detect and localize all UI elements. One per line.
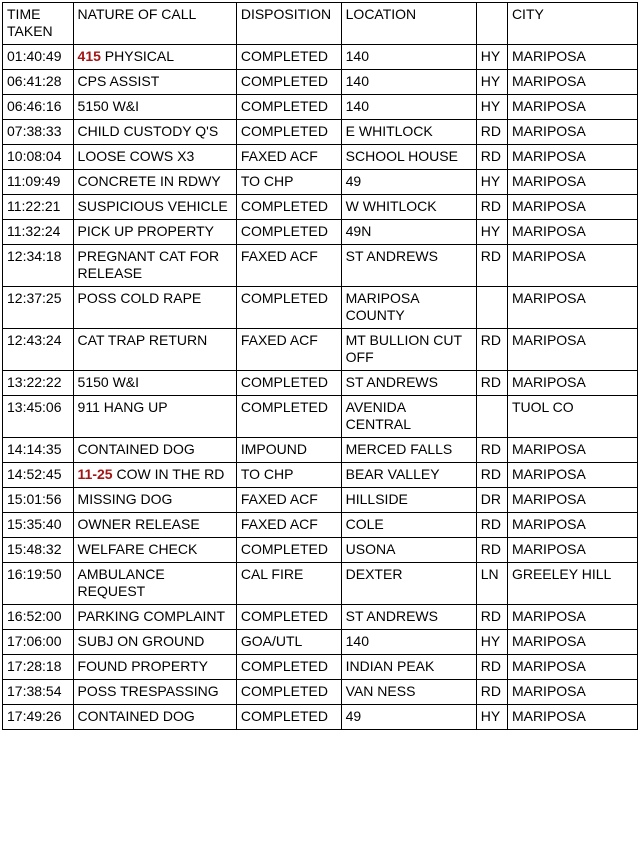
city-cell: TUOL CO [507,396,637,438]
street-type-cell: RD [476,329,507,371]
city-cell: MARIPOSA [507,329,637,371]
nature-text: PREGNANT CAT FOR RELEASE [77,248,220,281]
city-cell: MARIPOSA [507,630,637,655]
time-taken-cell: 11:32:24 [3,220,74,245]
city-cell: MARIPOSA [507,605,637,630]
location-cell: 49 [341,170,476,195]
city-cell: MARIPOSA [507,438,637,463]
city-cell: MARIPOSA [507,145,637,170]
nature-of-call-cell [73,680,236,705]
city-cell: MARIPOSA [507,680,637,705]
nature-text: FOUND PROPERTY [77,658,208,674]
time-taken-cell: 12:43:24 [3,329,74,371]
street-type-cell: HY [476,95,507,120]
nature-of-call-cell [73,95,236,120]
header-street-type [476,3,507,45]
disposition-cell: CAL FIRE [236,563,341,605]
city-cell: MARIPOSA [507,245,637,287]
table-row [3,120,638,145]
time-taken-cell: 11:22:21 [3,195,74,220]
city-cell: MARIPOSA [507,70,637,95]
time-taken-cell: 17:28:18 [3,655,74,680]
table-row [3,655,638,680]
street-type-cell: RD [476,655,507,680]
nature-of-call-cell [73,705,236,730]
location-cell: COLE [341,513,476,538]
street-type-cell: HY [476,705,507,730]
nature-text: CPS ASSIST [77,73,160,89]
location-cell: MERCED FALLS [341,438,476,463]
location-cell: 49N [341,220,476,245]
time-taken-cell: 17:06:00 [3,630,74,655]
table-row [3,396,638,438]
table-row [3,605,638,630]
nature-text: CHILD CUSTODY Q'S [77,123,219,139]
disposition-cell: COMPLETED [236,396,341,438]
street-type-cell: DR [476,488,507,513]
street-type-cell: RD [476,680,507,705]
nature-of-call-cell [73,513,236,538]
city-cell: MARIPOSA [507,195,637,220]
city-cell: MARIPOSA [507,95,637,120]
street-type-cell: RD [476,245,507,287]
nature-of-call-cell [73,463,236,488]
nature-of-call-cell [73,220,236,245]
nature-of-call-cell [73,45,236,70]
time-taken-cell: 14:14:35 [3,438,74,463]
nature-text: 911 HANG UP [77,399,168,415]
location-cell: W WHITLOCK [341,195,476,220]
nature-text: PARKING COMPLAINT [77,608,226,624]
location-cell: AVENIDA CENTRAL [341,396,476,438]
time-taken-cell: 16:52:00 [3,605,74,630]
nature-text: PICK UP PROPERTY [77,223,214,239]
nature-of-call-cell [73,488,236,513]
nature-text: WELFARE CHECK [77,541,198,557]
disposition-cell: IMPOUND [236,438,341,463]
disposition-cell: COMPLETED [236,605,341,630]
nature-of-call-cell [73,245,236,287]
street-type-cell: HY [476,220,507,245]
nature-text: CONTAINED DOG [77,708,195,724]
table-row [3,329,638,371]
nature-text: COW IN THE RD [116,466,225,482]
city-cell: MARIPOSA [507,287,637,329]
table-row [3,438,638,463]
street-type-cell [476,396,507,438]
nature-text: AMBULANCE REQUEST [77,566,165,599]
nature-of-call-cell [73,70,236,95]
location-cell: VAN NESS [341,680,476,705]
city-cell: MARIPOSA [507,220,637,245]
location-cell: 140 [341,95,476,120]
header-location: LOCATION [341,3,476,45]
location-cell: 140 [341,45,476,70]
street-type-cell: RD [476,438,507,463]
disposition-cell: COMPLETED [236,680,341,705]
city-cell: MARIPOSA [507,371,637,396]
call-log-body [3,45,638,730]
location-cell: 140 [341,630,476,655]
nature-text: POSS TRESPASSING [77,683,219,699]
header-time-taken: TIME TAKEN [3,3,74,45]
city-cell: MARIPOSA [507,120,637,145]
street-type-cell: RD [476,371,507,396]
disposition-cell: GOA/UTL [236,630,341,655]
street-type-cell: RD [476,605,507,630]
table-row [3,95,638,120]
nature-text: POSS COLD RAPE [77,290,202,306]
nature-text: 5150 W&I [77,374,140,390]
city-cell: MARIPOSA [507,513,637,538]
location-cell: 49 [341,705,476,730]
nature-text: PHYSICAL [104,48,175,64]
nature-text: SUBJ ON GROUND [77,633,205,649]
nature-text: MISSING DOG [77,491,173,507]
table-row [3,195,638,220]
location-cell: DEXTER [341,563,476,605]
street-type-cell: RD [476,145,507,170]
disposition-cell: COMPLETED [236,371,341,396]
city-cell: MARIPOSA [507,538,637,563]
time-taken-cell: 17:49:26 [3,705,74,730]
time-taken-cell: 17:38:54 [3,680,74,705]
street-type-cell: RD [476,120,507,145]
nature-of-call-cell [73,655,236,680]
table-row [3,170,638,195]
nature-of-call-cell [73,605,236,630]
street-type-cell: RD [476,195,507,220]
disposition-cell: COMPLETED [236,45,341,70]
nature-text: CONCRETE IN RDWY [77,173,221,189]
table-row [3,513,638,538]
table-row [3,630,638,655]
header-nature-of-call: NATURE OF CALL [73,3,236,45]
call-code: 415 [77,48,101,64]
nature-of-call-cell [73,329,236,371]
nature-of-call-cell [73,170,236,195]
disposition-cell: TO CHP [236,170,341,195]
table-row [3,245,638,287]
table-row [3,45,638,70]
disposition-cell: COMPLETED [236,220,341,245]
table-row [3,538,638,563]
time-taken-cell: 16:19:50 [3,563,74,605]
disposition-cell: FAXED ACF [236,513,341,538]
header-row [3,3,638,45]
time-taken-cell: 13:22:22 [3,371,74,396]
table-row [3,463,638,488]
disposition-cell: COMPLETED [236,120,341,145]
time-taken-cell: 12:37:25 [3,287,74,329]
street-type-cell: HY [476,170,507,195]
location-cell: USONA [341,538,476,563]
time-taken-cell: 06:46:16 [3,95,74,120]
city-cell: GREELEY HILL [507,563,637,605]
nature-text: OWNER RELEASE [77,516,200,532]
time-taken-cell: 13:45:06 [3,396,74,438]
time-taken-cell: 06:41:28 [3,70,74,95]
street-type-cell: HY [476,45,507,70]
nature-of-call-cell [73,195,236,220]
table-row [3,287,638,329]
disposition-cell: COMPLETED [236,70,341,95]
street-type-cell: RD [476,538,507,563]
time-taken-cell: 07:38:33 [3,120,74,145]
table-row [3,488,638,513]
table-row [3,371,638,396]
location-cell: MARIPOSA COUNTY [341,287,476,329]
street-type-cell [476,287,507,329]
header-disposition: DISPOSITION [236,3,341,45]
city-cell: MARIPOSA [507,488,637,513]
street-type-cell: HY [476,70,507,95]
time-taken-cell: 15:48:32 [3,538,74,563]
nature-text: LOOSE COWS X3 [77,148,195,164]
location-cell: HILLSIDE [341,488,476,513]
disposition-cell: TO CHP [236,463,341,488]
nature-of-call-cell [73,145,236,170]
time-taken-cell: 14:52:45 [3,463,74,488]
street-type-cell: RD [476,463,507,488]
time-taken-cell: 15:01:56 [3,488,74,513]
location-cell: MT BULLION CUT OFF [341,329,476,371]
disposition-cell: COMPLETED [236,538,341,563]
time-taken-cell: 11:09:49 [3,170,74,195]
nature-of-call-cell [73,538,236,563]
nature-of-call-cell [73,371,236,396]
location-cell: E WHITLOCK [341,120,476,145]
table-row [3,145,638,170]
disposition-cell: FAXED ACF [236,245,341,287]
nature-of-call-cell [73,630,236,655]
time-taken-cell: 12:34:18 [3,245,74,287]
table-row [3,680,638,705]
disposition-cell: COMPLETED [236,95,341,120]
table-row [3,70,638,95]
table-row [3,563,638,605]
city-cell: MARIPOSA [507,705,637,730]
location-cell: ST ANDREWS [341,245,476,287]
nature-text: CAT TRAP RETURN [77,332,208,348]
disposition-cell: COMPLETED [236,705,341,730]
disposition-cell: COMPLETED [236,287,341,329]
nature-text: 5150 W&I [77,98,140,114]
table-row [3,705,638,730]
location-cell: ST ANDREWS [341,605,476,630]
location-cell: ST ANDREWS [341,371,476,396]
time-taken-cell: 01:40:49 [3,45,74,70]
city-cell: MARIPOSA [507,655,637,680]
time-taken-cell: 10:08:04 [3,145,74,170]
nature-of-call-cell [73,287,236,329]
street-type-cell: LN [476,563,507,605]
location-cell: INDIAN PEAK [341,655,476,680]
city-cell: MARIPOSA [507,45,637,70]
nature-of-call-cell [73,120,236,145]
city-cell: MARIPOSA [507,463,637,488]
location-cell: 140 [341,70,476,95]
time-taken-cell: 15:35:40 [3,513,74,538]
street-type-cell: RD [476,513,507,538]
disposition-cell: COMPLETED [236,655,341,680]
disposition-cell: FAXED ACF [236,145,341,170]
nature-text: SUSPICIOUS VEHICLE [77,198,228,214]
disposition-cell: FAXED ACF [236,329,341,371]
disposition-cell: COMPLETED [236,195,341,220]
disposition-cell: FAXED ACF [236,488,341,513]
nature-of-call-cell [73,563,236,605]
location-cell: BEAR VALLEY [341,463,476,488]
nature-of-call-cell [73,396,236,438]
city-cell: MARIPOSA [507,170,637,195]
nature-of-call-cell [73,438,236,463]
call-log-table [2,2,638,730]
header-city: CITY [507,3,637,45]
street-type-cell: HY [476,630,507,655]
nature-text: CONTAINED DOG [77,441,195,457]
table-row [3,220,638,245]
call-code: 11-25 [77,466,113,482]
location-cell: SCHOOL HOUSE [341,145,476,170]
